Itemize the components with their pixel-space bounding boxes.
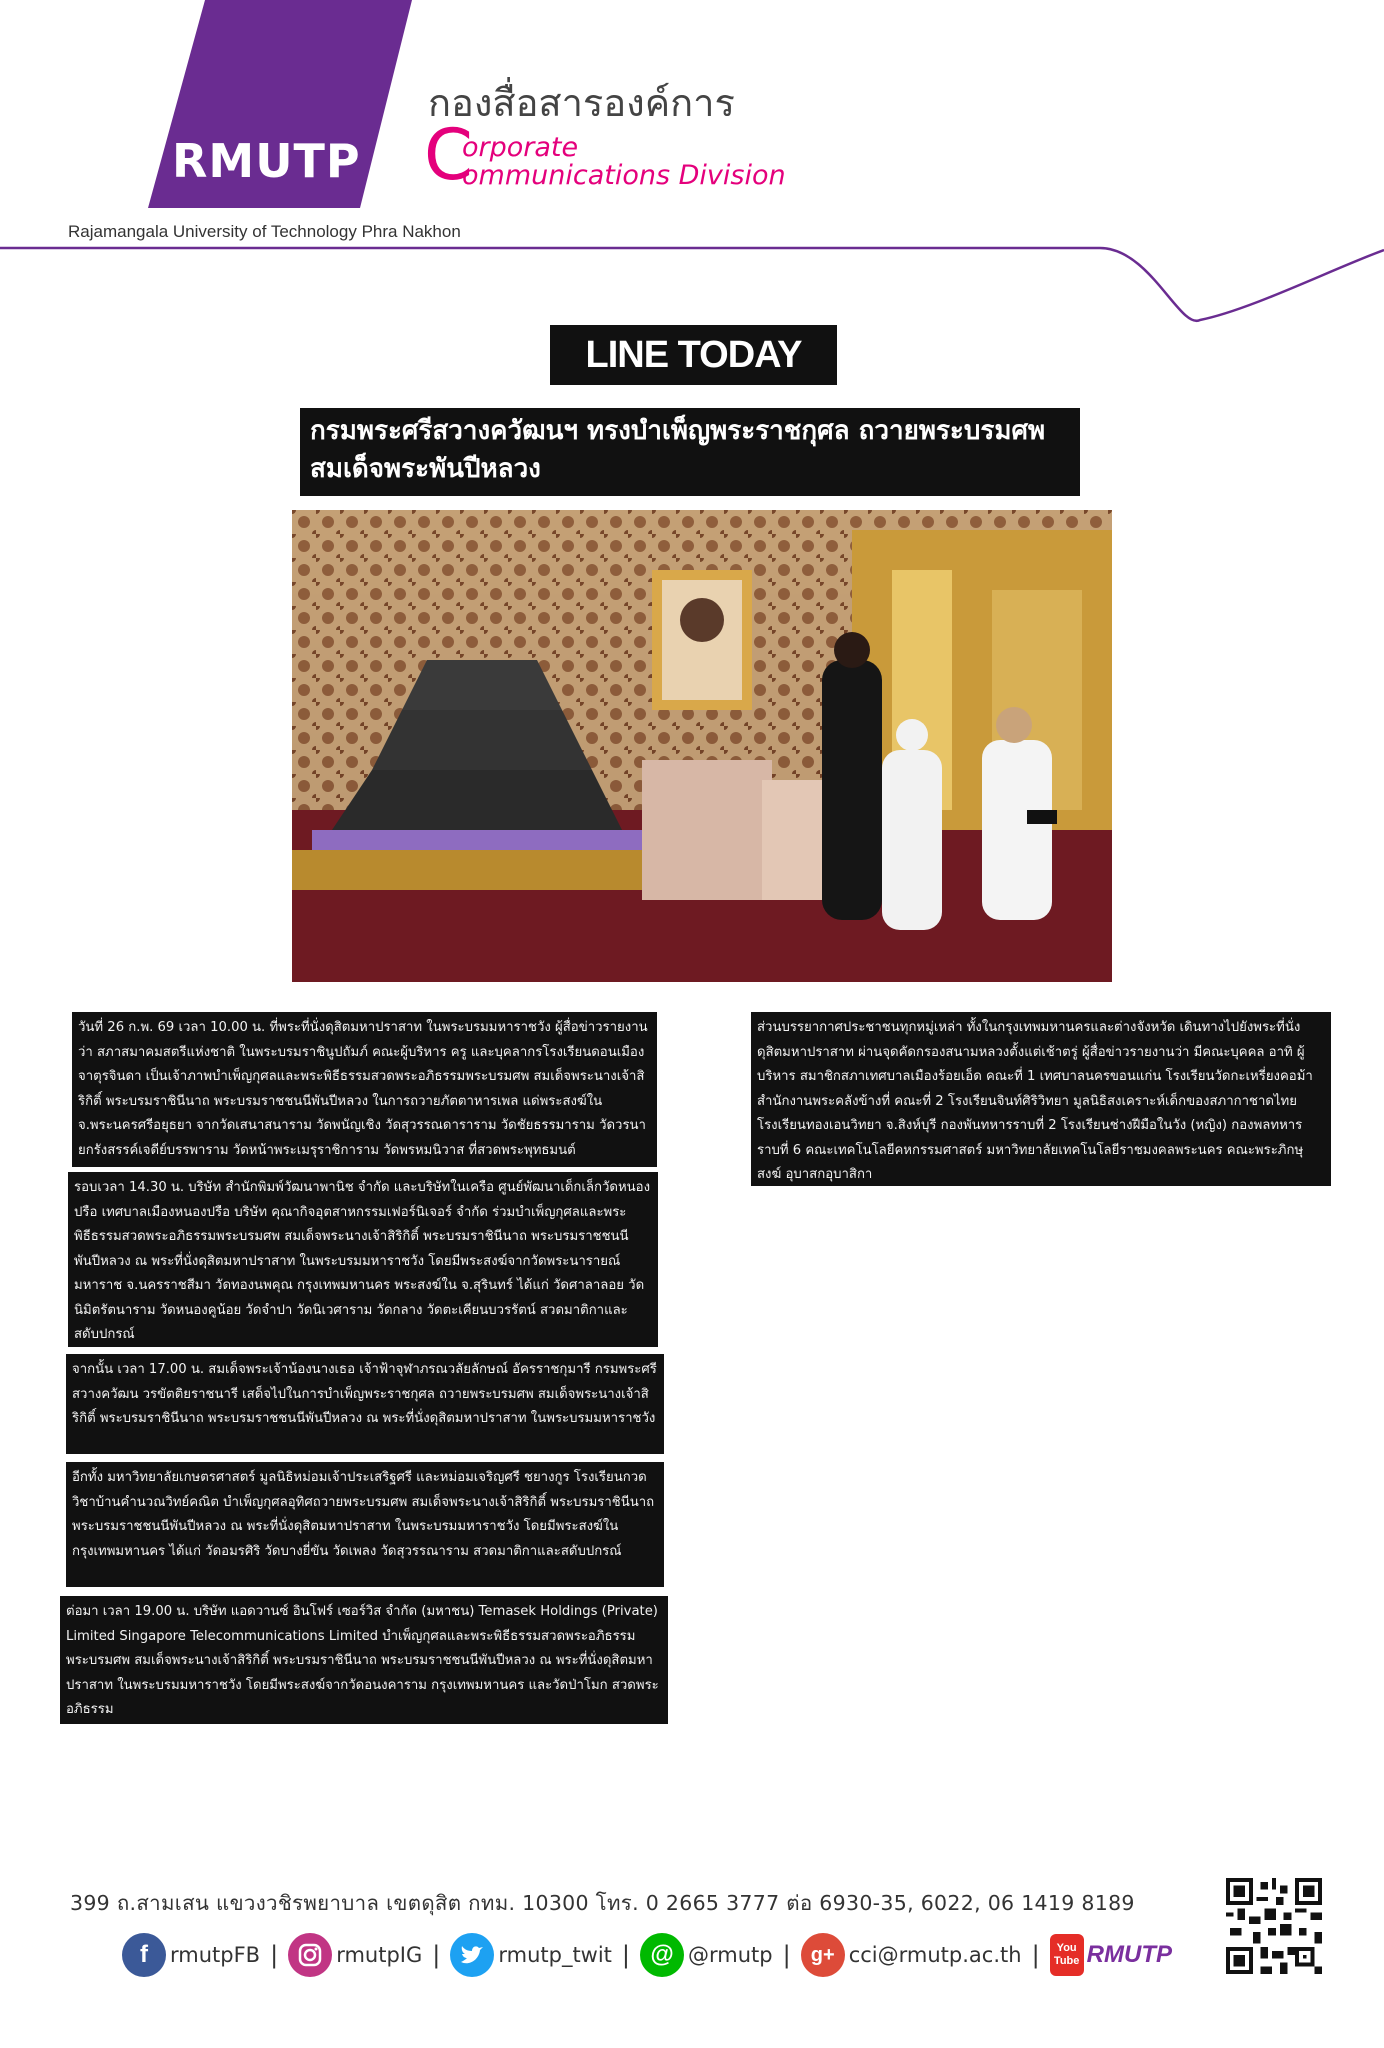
twitter-icon	[450, 1933, 494, 1977]
org-name-thai: กองสื่อสารองค์การ	[428, 81, 735, 125]
instagram-icon	[288, 1933, 332, 1977]
line-icon: @	[640, 1933, 684, 1977]
youtube-icon-top: You	[1056, 1942, 1077, 1954]
separator: |	[432, 1941, 441, 1969]
ceremony-photo	[292, 510, 1112, 982]
qr-code-icon	[1226, 1878, 1322, 1974]
logo-text: RMUTP	[172, 134, 361, 188]
article-paragraph-4: อีกทั้ง มหาวิทยาลัยเกษตรศาสตร์ มูลนิธิหม่อมเจ้าประเสริฐศรี และหม่อมเจริญศรี ชยางกูร โรงเรียนกวดวิชาบ้านคำนวณวิทย์คณิต บำเพ็ญกุศลอุทิศถวายพระบรมศพ สมเด็จพระนางเจ้าสิริกิติ์ พระบรมราชินีนาถ พระบรมราชชนนีพันปีหลวง ณ พระที่นั่งดุสิตมหาปราสาท ในพระบรมมหาราชวัง โดยมีพระสงฆ์ในกรุงเทพมหานคร ได้แก่ วัดอมรศิริ วัดบางยี่ขัน วัดเพลง วัดสุวรรณาราม สวดมาติกาและสดับปกรณ์	[66, 1462, 664, 1587]
youtube-icon	[1050, 1934, 1084, 1976]
social-label: rmutpFB	[170, 1943, 261, 1967]
youtube-icon-bottom: Tube	[1053, 1955, 1080, 1967]
google-plus-icon: g+	[801, 1933, 845, 1977]
social-links	[122, 1930, 1172, 1980]
social-label: rmutp_twit	[498, 1943, 612, 1967]
separator: |	[621, 1941, 631, 1969]
social-twitter[interactable]	[450, 1933, 612, 1977]
social-line[interactable]	[640, 1933, 773, 1977]
separator: |	[1031, 1941, 1040, 1969]
article-photo	[292, 510, 1112, 982]
article-paragraph-2: รอบเวลา 14.30 น. บริษัท สำนักพิมพ์วัฒนาพานิช จำกัด และบริษัทในเครือ ศูนย์พัฒนาเด็กเล็กวัดหนองปรือ เทศบาลเมืองหนองปรือ บริษัท คุณากิจอุตสาหกรรมเฟอร์นิเจอร์ จำกัด ร่วมบำเพ็ญกุศลและพระพิธีธรรมสวดพระอภิธรรมพระบรมศพ สมเด็จพระนางเจ้าสิริกิติ์ พระบรมราชินีนาถ พระบรมราชชนนีพันปีหลวง ณ พระที่นั่งดุสิตมหาปราสาท ในพระบรมมหาราชวัง โดยมีพระสงฆ์จากวัดพระนารายณ์มหาราช จ.นครราชสีมา วัดทองนพคุณ กรุงเทพมหานคร พระสงฆ์ใน จ.สุรินทร์ ได้แก่ วัดศาลาลอย วัดนิมิตรัตนาราม วัดหนองคูน้อย วัดจำปา วัดนิเวศาราม วัดกลาง วัดตะเคียนบวรรัตน์ สวดมาติกาและสดับปกรณ์	[68, 1172, 658, 1347]
footer-address: 399 ถ.สามเสน แขวงวชิรพยาบาล เขตดุสิต กทม. 10300 โทร. 0 2665 3777 ต่อ 6930-35, 6022, 06 1419 8189	[70, 1891, 1135, 1915]
social-label: @rmutp	[688, 1943, 773, 1967]
social-label: rmutpIG	[336, 1943, 423, 1967]
logo	[0, 0, 420, 210]
social-youtube[interactable]	[1050, 1934, 1172, 1976]
article-paragraph-1: วันที่ 26 ก.พ. 69 เวลา 10.00 น. ที่พระที่นั่งดุสิตมหาปราสาท ในพระบรมมหาราชวัง ผู้สื่อข่าวรายงานว่า สภาสมาคมสตรีแห่งชาติ ในพระบรมราชินูปถัมภ์ คณะผู้บริหาร ครู และบุคลากรโรงเรียนดอนเมืองจาตุรจินดา เป็นเจ้าภาพบำเพ็ญกุศลและพระพิธีธรรมสวดพระอภิธรรมพระบรมศพ สมเด็จพระนางเจ้าสิริกิติ์ พระบรมราชินีนาถ พระบรมราชชนนีพันปีหลวง ในการถวายภัตตาหารเพล แด่พระสงฆ์ใน จ.พระนครศรีอยุธยา จากวัดเสนาสนาราม วัดพนัญเชิง วัดสุวรรณดาราราม วัดชัยธรรมาราม วัดวรนายกรังสรรค์เจดีย์บรรพาราม วัดหน้าพระเมรุราชิการาม วัดพรหมนิวาส ที่สวดพระพุทธมนต์	[72, 1012, 657, 1167]
separator: |	[270, 1941, 279, 1969]
article-paragraph-3: จากนั้น เวลา 17.00 น. สมเด็จพระเจ้าน้องนางเธอ เจ้าฟ้าจุฬาภรณวลัยลักษณ์ อัครราชกุมารี กรมพระศรีสวางควัฒน วรขัตติยราชนารี เสด็จไปในการบำเพ็ญพระราชกุศล ถวายพระบรมศพ สมเด็จพระนางเจ้าสิริกิติ์ พระบรมราชินีนาถ พระบรมราชชนนีพันปีหลวง ณ พระที่นั่งดุสิตมหาปราสาท ในพระบรมมหาราชวัง	[66, 1354, 664, 1454]
university-name: Rajamangala University of Technology Phra Nakhon	[68, 222, 461, 241]
article-paragraph-6: ส่วนบรรยากาศประชาชนทุกหมู่เหล่า ทั้งในกรุงเทพมหานครและต่างจังหวัด เดินทางไปยังพระที่นั่งดุสิตมหาปราสาท ผ่านจุดคัดกรองสนามหลวงตั้งแต่เช้าตรู่ ผู้สื่อข่าวรายงานว่า มีคณะบุคคล อาทิ ผู้บริหาร สมาชิกสภาเทศบาลเมืองร้อยเอ็ด คณะที่ 1 เทศบาลนครขอนแก่น โรงเรียนวัดกะเหรี่ยงคอม้า สำนักงานพระคลังข้างที่ คณะที่ 2 โรงเรียนจินท์ศิริวิทยา มูลนิธิสงเคราะห์เด็กของสภากาชาดไทย โรงเรียนทองเอนวิทยา จ.สิงห์บุรี กองพันทหารราบที่ 2 โรงเรียนช่างฝีมือในวัง (หญิง) กองพลทหารราบที่ 6 คณะเทคโนโลยีคหกรรมศาสตร์ มหาวิทยาลัยเทคโนโลยีราชมงคลพระนคร คณะพระภิกษุสงฆ์ อุบาสกอุบาสิกา	[751, 1012, 1331, 1186]
source-badge: LINE TODAY	[550, 325, 837, 385]
org-name-line1: orporate	[462, 132, 579, 163]
social-label: cci@rmutp.ac.th	[848, 1943, 1022, 1967]
youtube-label: RMUTP	[1086, 1941, 1172, 1968]
social-email[interactable]	[801, 1933, 1022, 1977]
org-name-line2: ommunications Division	[462, 160, 786, 191]
social-instagram[interactable]	[288, 1933, 422, 1977]
separator: |	[782, 1941, 791, 1969]
facebook-icon: f	[122, 1933, 166, 1977]
article-paragraph-5: ต่อมา เวลา 19.00 น. บริษัท แอดวานซ์ อินโฟร์ เซอร์วิส จำกัด (มหาชน) Temasek Holdings (Private) Limited Singapore Telecommunications Limited บำเพ็ญกุศลและพระพิธีธรรมสวดพระอภิธรรมพระบรมศพ สมเด็จพระนางเจ้าสิริกิติ์ พระบรมราชินีนาถ พระบรมราชชนนีพันปีหลวง ณ พระที่นั่งดุสิตมหาปราสาท ในพระบรมมหาราชวัง โดยมีพระสงฆ์จากวัดอนงคาราม กรุงเทพมหานคร และวัดป่าโมก สวดพระอภิธรรม	[60, 1596, 668, 1724]
header-divider	[0, 230, 1384, 330]
article-headline: กรมพระศรีสวางควัฒนฯ ทรงบำเพ็ญพระราชกุศล ถวายพระบรมศพ สมเด็จพระพันปีหลวง	[300, 408, 1080, 496]
org-name-initial: C	[424, 114, 473, 196]
social-facebook[interactable]	[122, 1933, 260, 1977]
